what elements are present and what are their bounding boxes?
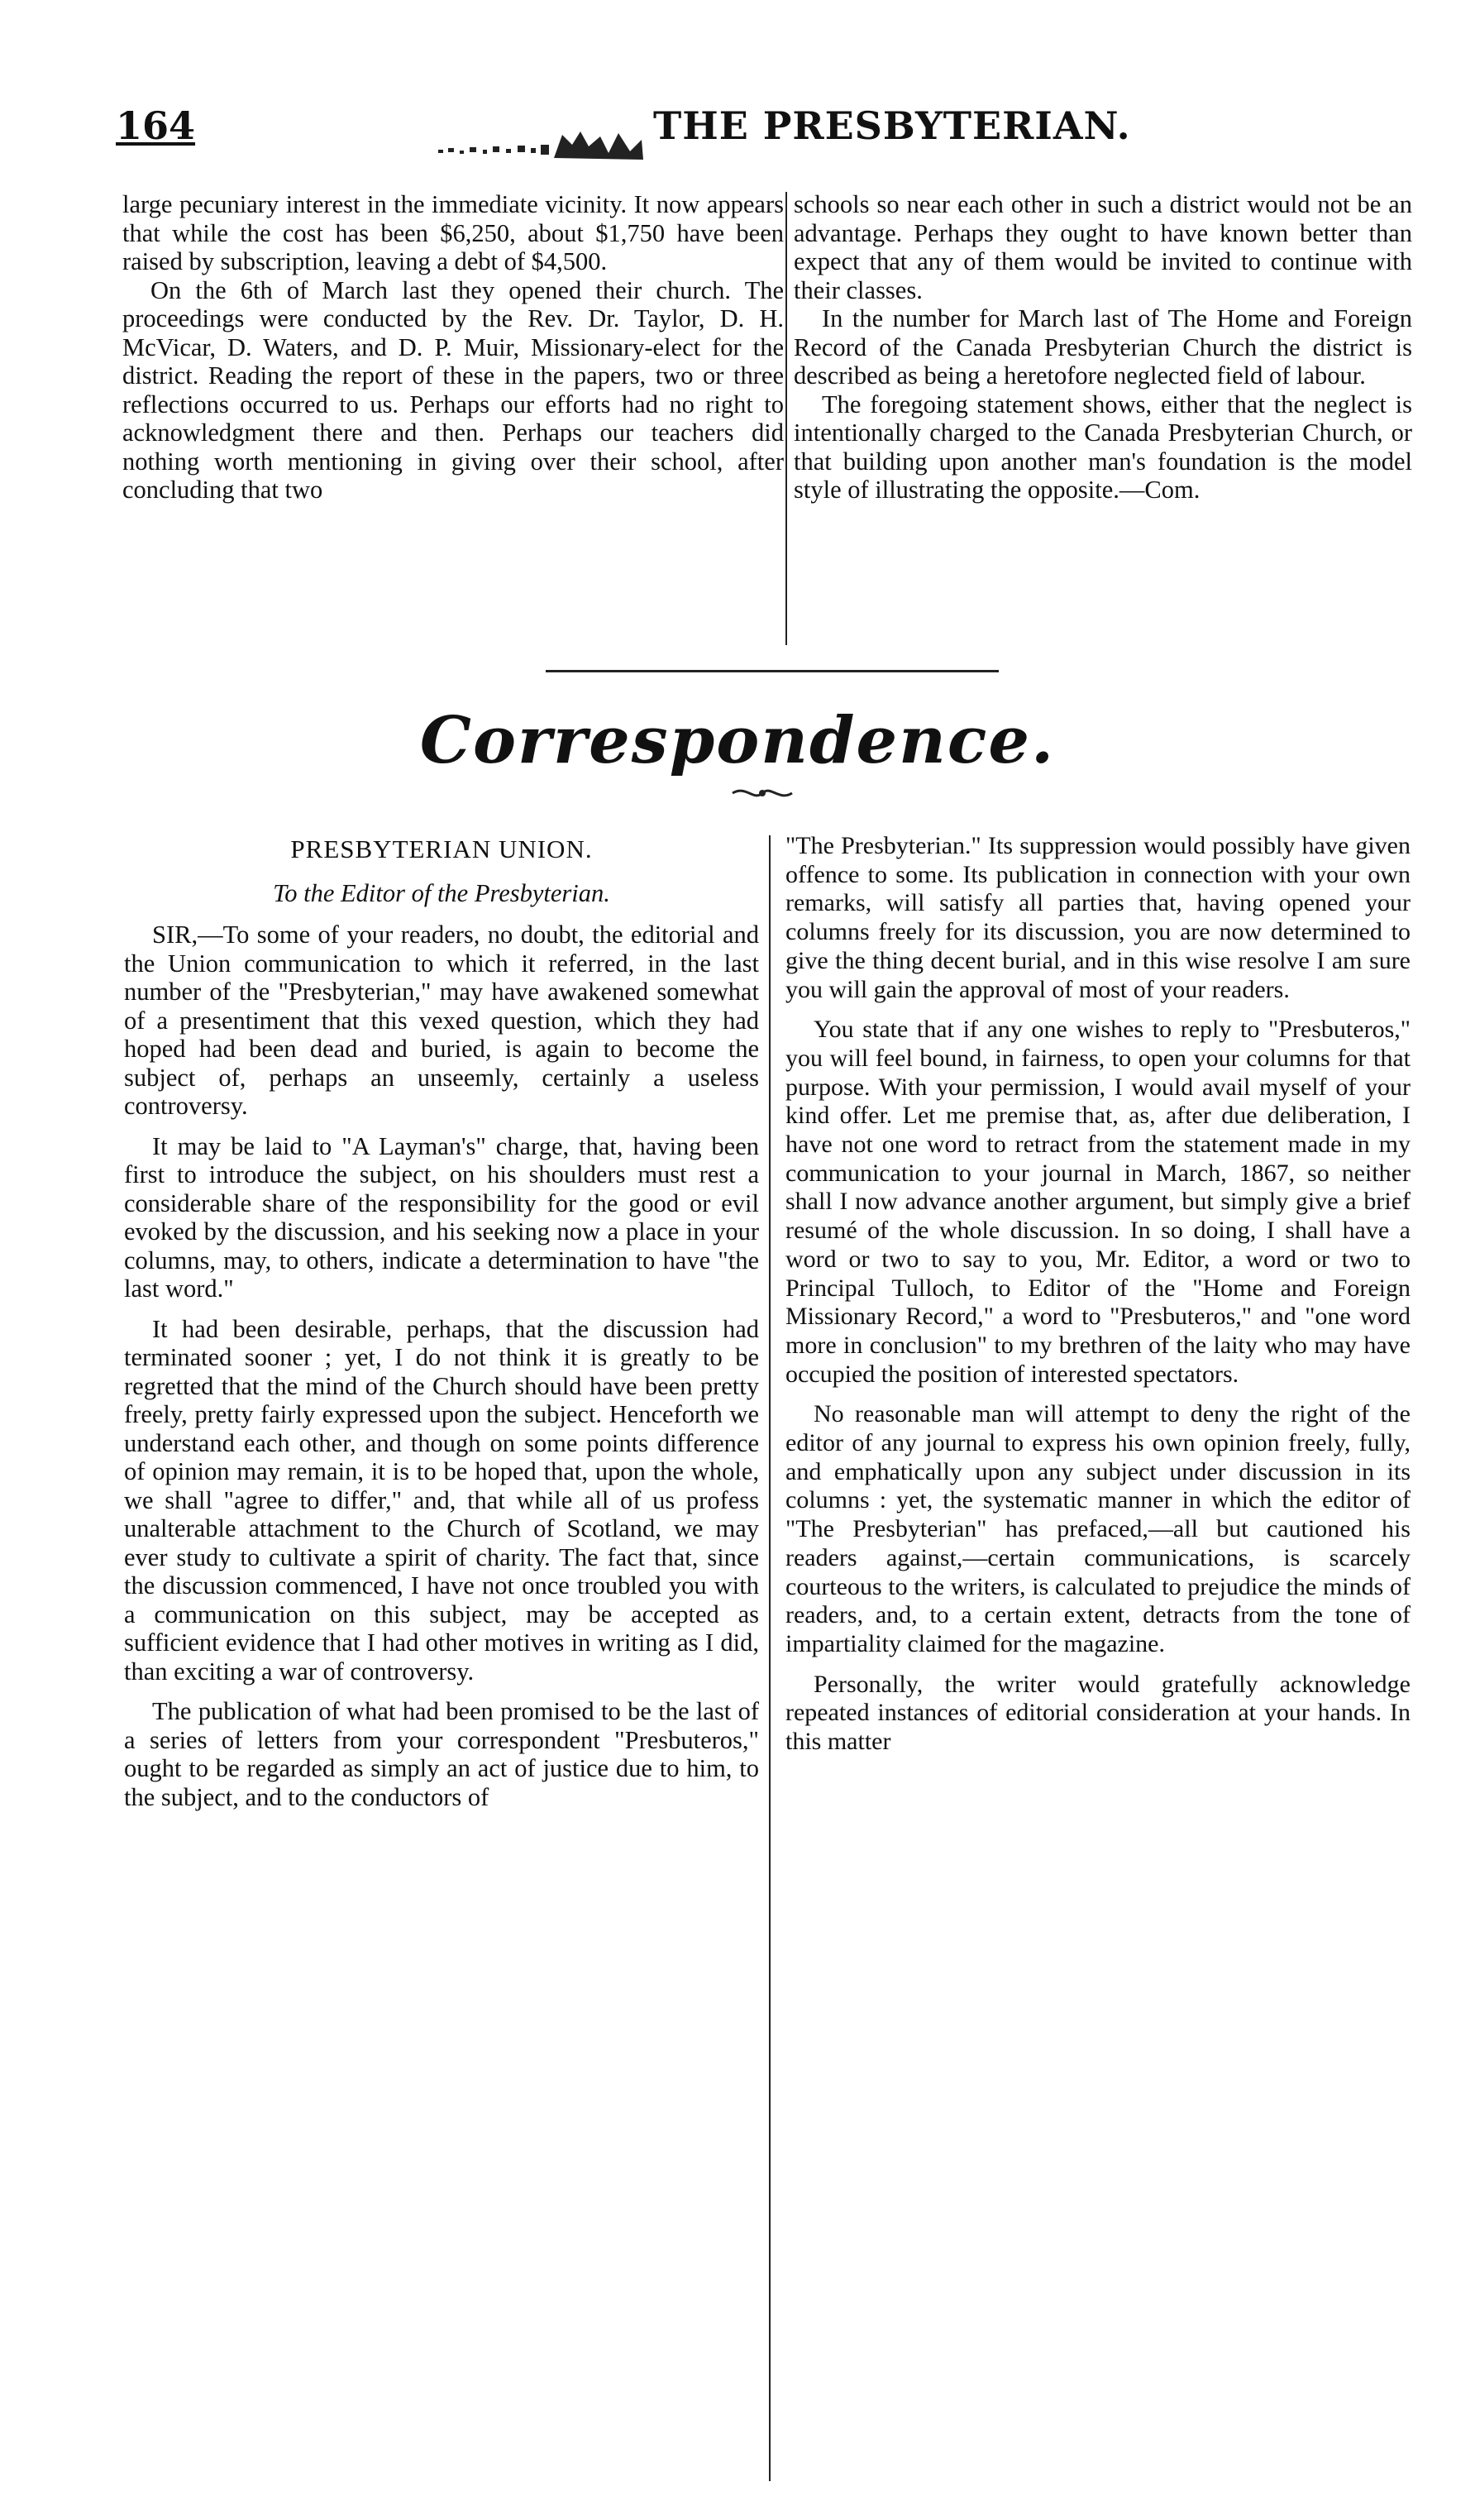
top-left-column bbox=[122, 190, 784, 504]
page-number: 164 bbox=[116, 103, 196, 148]
section-divider bbox=[546, 670, 999, 672]
bottom-right-paragraph: You state that if any one wishes to reply to "Presbuteros," you will feel bound, in fairness, to open your columns for that purpose. With your permission, I would avail myself of your kind offer. Let me premise that, as, after due deliberation, I have not one word to retract from the statement made in my communication to your journal in March, 1867, so neither shall I now advance another argument, but simply give a brief resumé of the whole discussion. In so doing, I shall have a word or two to say to you, Mr. Editor, a word or two to Principal Tulloch, to Editor of the "Home and Foreign Missionary Record," a word to "Presbuteros," and "one word more in conclusion" to my brethren of the laity who may have occupied the position of interested spectators. bbox=[785, 1016, 1411, 1388]
top-left-paragraph: On the 6th of March last they opened their church. The proceedings were conducted by the Rev. Dr. Taylor, D. H. McVicar, D. Waters, and D. P. Muir, Missionary-elect for the district. Reading the report of these in the papers, two or three reflections occurred to us. Perhaps our efforts had no right to acknowledgment there and then. Perhaps our teachers did nothing worth mentioning in giving over their school, after concluding that two bbox=[122, 275, 784, 504]
top-right-paragraph: In the number for March last of The Home and Foreign Record of the Canada Presbyterian Church the district is described as being a heretofore neglected field of labour. bbox=[794, 304, 1412, 390]
page-header bbox=[99, 103, 1439, 161]
bottom-right-paragraph: Personally, the writer would gratefully acknowledge repeated instances of editorial consideration at your hands. In this matter bbox=[785, 1670, 1411, 1756]
column-divider bbox=[769, 835, 771, 2481]
article-title: PRESBYTERIAN UNION. bbox=[290, 834, 593, 863]
bottom-left-column bbox=[124, 835, 759, 1811]
flourish-icon bbox=[729, 782, 795, 806]
article-dedication: To the Editor of the Presbyterian. bbox=[273, 878, 610, 907]
column-divider bbox=[785, 192, 787, 645]
bottom-right-column bbox=[785, 832, 1411, 1757]
bottom-left-paragraph: The publication of what had been promised to be the last of a series of letters from your correspondent "Presbuteros," ought to be regarded as simply an act of justice due to him, to the subject, and to the conductors of bbox=[124, 1697, 759, 1811]
bottom-left-paragraph: SIR,—To some of your readers, no doubt, the editorial and the Union communication to which it referred, in the last number of the "Presbyterian," may have awakened somewhat of a presentiment that this vexed question, which they had hoped had been dead and buried, is again to become the subject of, perhaps an unseemly, certainly a useless controversy. bbox=[124, 920, 759, 1120]
bottom-left-paragraph: It had been desirable, perhaps, that the discussion had terminated sooner ; yet, I do not think it is greatly to be regretted that the mind of the Church should have been pretty freely, pretty fairly expressed upon the subject. Henceforth we understand each other, and though on some points difference of opinion may remain, it is to be hoped that, upon the whole, we shall "agree to differ," and, that while all of us profess unalterable attachment to the Church of Scotland, we may ever study to cultivate a spirit of charity. The fact that, since the discussion commenced, I have not once troubled you with a communication on this subject, may be accepted as sufficient evidence that I had other motives in writing as I did, than exciting a war of controversy. bbox=[124, 1314, 759, 1686]
ornament-icon bbox=[438, 128, 645, 163]
top-right-paragraph: The foregoing statement shows, either that the neglect is intentionally charged to the Canada Presbyterian Church, or that building upon another man's foundation is the model style of illustrating the opposite.—Com. bbox=[794, 390, 1412, 504]
running-title: THE PRESBYTERIAN. bbox=[653, 103, 1131, 148]
top-right-column bbox=[794, 190, 1412, 504]
bottom-right-paragraph: "The Presbyterian." Its suppression would possibly have given offence to some. Its publication in connection with your own remarks, will satisfy all parties that, having opened your columns freely for its discussion, you are now determined to give the thing decent burial, and in this wise resolve I am sure you will gain the approval of most of your readers. bbox=[785, 832, 1411, 1003]
top-right-paragraph: schools so near each other in such a district would not be an advantage. Perhaps they ought to have known better than expect that any of them would be invited to continue with their classes. bbox=[794, 190, 1412, 304]
bottom-left-paragraph: It may be laid to "A Layman's" charge, that, having been first to introduce the subject, on his shoulders must rest a considerable share of the responsibility for the good or evil evoked by the discussion, and his seeking now a place in your columns, may, to others, indicate a determination to have "the last word." bbox=[124, 1131, 759, 1303]
section-heading: Correspondence. bbox=[419, 703, 1056, 778]
bottom-right-paragraph: No reasonable man will attempt to deny the right of the editor of any journal to express his own opinion freely, fully, and emphatically upon any subject under discussion in its columns : yet, the systematic manner in which the editor of "The Presbyterian" has prefaced,—all but cautioned his readers against,—certain communications, is scarcely courteous to the writers, is calculated to prejudice the minds of readers, and, to a certain extent, detracts from the tone of impartiality claimed for the magazine. bbox=[785, 1400, 1411, 1657]
top-left-paragraph: large pecuniary interest in the immediate vicinity. It now appears that while the cost has been $6,250, about $1,750 have been raised by subscription, leaving a debt of $4,500. bbox=[122, 190, 784, 275]
